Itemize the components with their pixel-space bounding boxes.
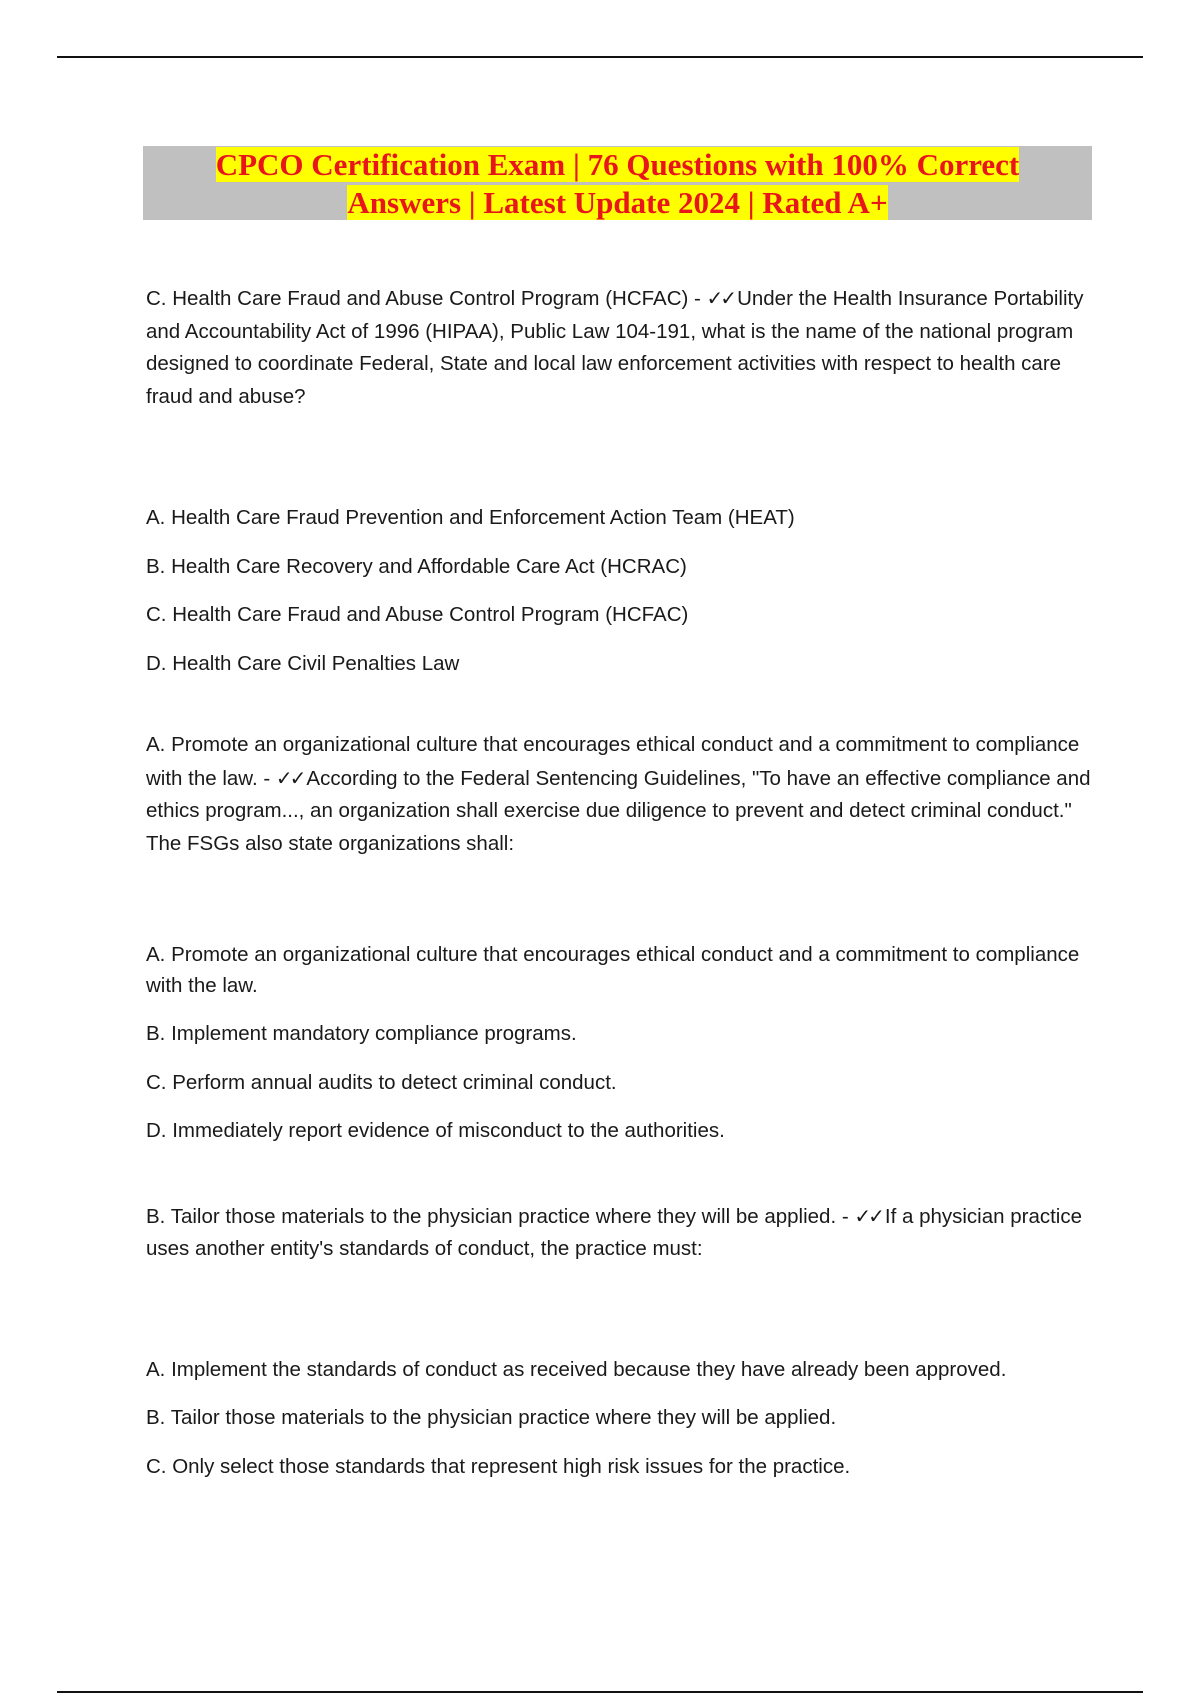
title-line-1: CPCO Certification Exam | 76 Questions with 100% Correct bbox=[215, 147, 1020, 182]
question-block-2 bbox=[146, 729, 1096, 860]
double-check-icon: ✓✓ bbox=[275, 765, 304, 790]
option-item: A. Implement the standards of conduct as received because they have already been approved. bbox=[146, 1357, 1007, 1381]
footer-rule bbox=[57, 1691, 1143, 1693]
title-line-2: Answers | Latest Update 2024 | Rated A+ bbox=[347, 185, 888, 220]
option-item: D. Health Care Civil Penalties Law bbox=[146, 651, 460, 675]
question-block-3 bbox=[146, 1200, 1096, 1266]
double-check-icon: ✓✓ bbox=[706, 286, 735, 310]
question-text: According to the Federal Sentencing Guidelines, "To have an effective compliance and ethics program..., an organization shall exercise due diligence to prevent and detect criminal conduct." The FSGs also state organizations shall: bbox=[146, 766, 1091, 855]
answer-text: A. Promote an organizational culture that encourages ethical conduct and a commitment to compliance with the law. - bbox=[146, 733, 1080, 790]
option-item: A. Health Care Fraud Prevention and Enforcement Action Team (HEAT) bbox=[146, 506, 795, 529]
answer-text: C. Health Care Fraud and Abuse Control Program (HCFAC) - bbox=[146, 287, 707, 310]
double-check-icon: ✓✓ bbox=[854, 1203, 882, 1228]
question-block-1 bbox=[146, 282, 1096, 413]
option-list-2 bbox=[146, 939, 1096, 1156]
option-item: B. Implement mandatory compliance programs. bbox=[146, 1022, 577, 1045]
option-list-1 bbox=[146, 494, 1096, 688]
question-text: If a physician practice uses another entity's standards of conduct, the practice must: bbox=[146, 1204, 1083, 1260]
option-item: D. Immediately report evidence of misconduct to the authorities. bbox=[146, 1119, 725, 1142]
document-title bbox=[143, 146, 1092, 220]
document-body bbox=[146, 282, 1096, 1491]
answer-text: B. Tailor those materials to the physician practice where they will be applied. - bbox=[146, 1204, 855, 1228]
option-item: C. Perform annual audits to detect criminal conduct. bbox=[146, 1070, 617, 1094]
option-item: C. Health Care Fraud and Abuse Control Program (HCFAC) bbox=[146, 603, 689, 626]
option-list-3 bbox=[146, 1346, 1096, 1492]
option-item: B. Health Care Recovery and Affordable Care Act (HCRAC) bbox=[146, 554, 687, 578]
header-rule bbox=[57, 56, 1143, 58]
option-item: B. Tailor those materials to the physician practice where they will be applied. bbox=[146, 1406, 837, 1429]
question-text: Under the Health Insurance Portability and Accountability Act of 1996 (HIPAA), Public Law 104-191, what is the name of the national program designed to coordinate Federal, State and local law enforcement activities with respect to health care fraud and abuse? bbox=[146, 287, 1084, 408]
option-item: A. Promote an organizational culture that encourages ethical conduct and a commitment to compliance with the law. bbox=[146, 943, 1080, 997]
option-item: C. Only select those standards that represent high risk issues for the practice. bbox=[146, 1454, 851, 1478]
